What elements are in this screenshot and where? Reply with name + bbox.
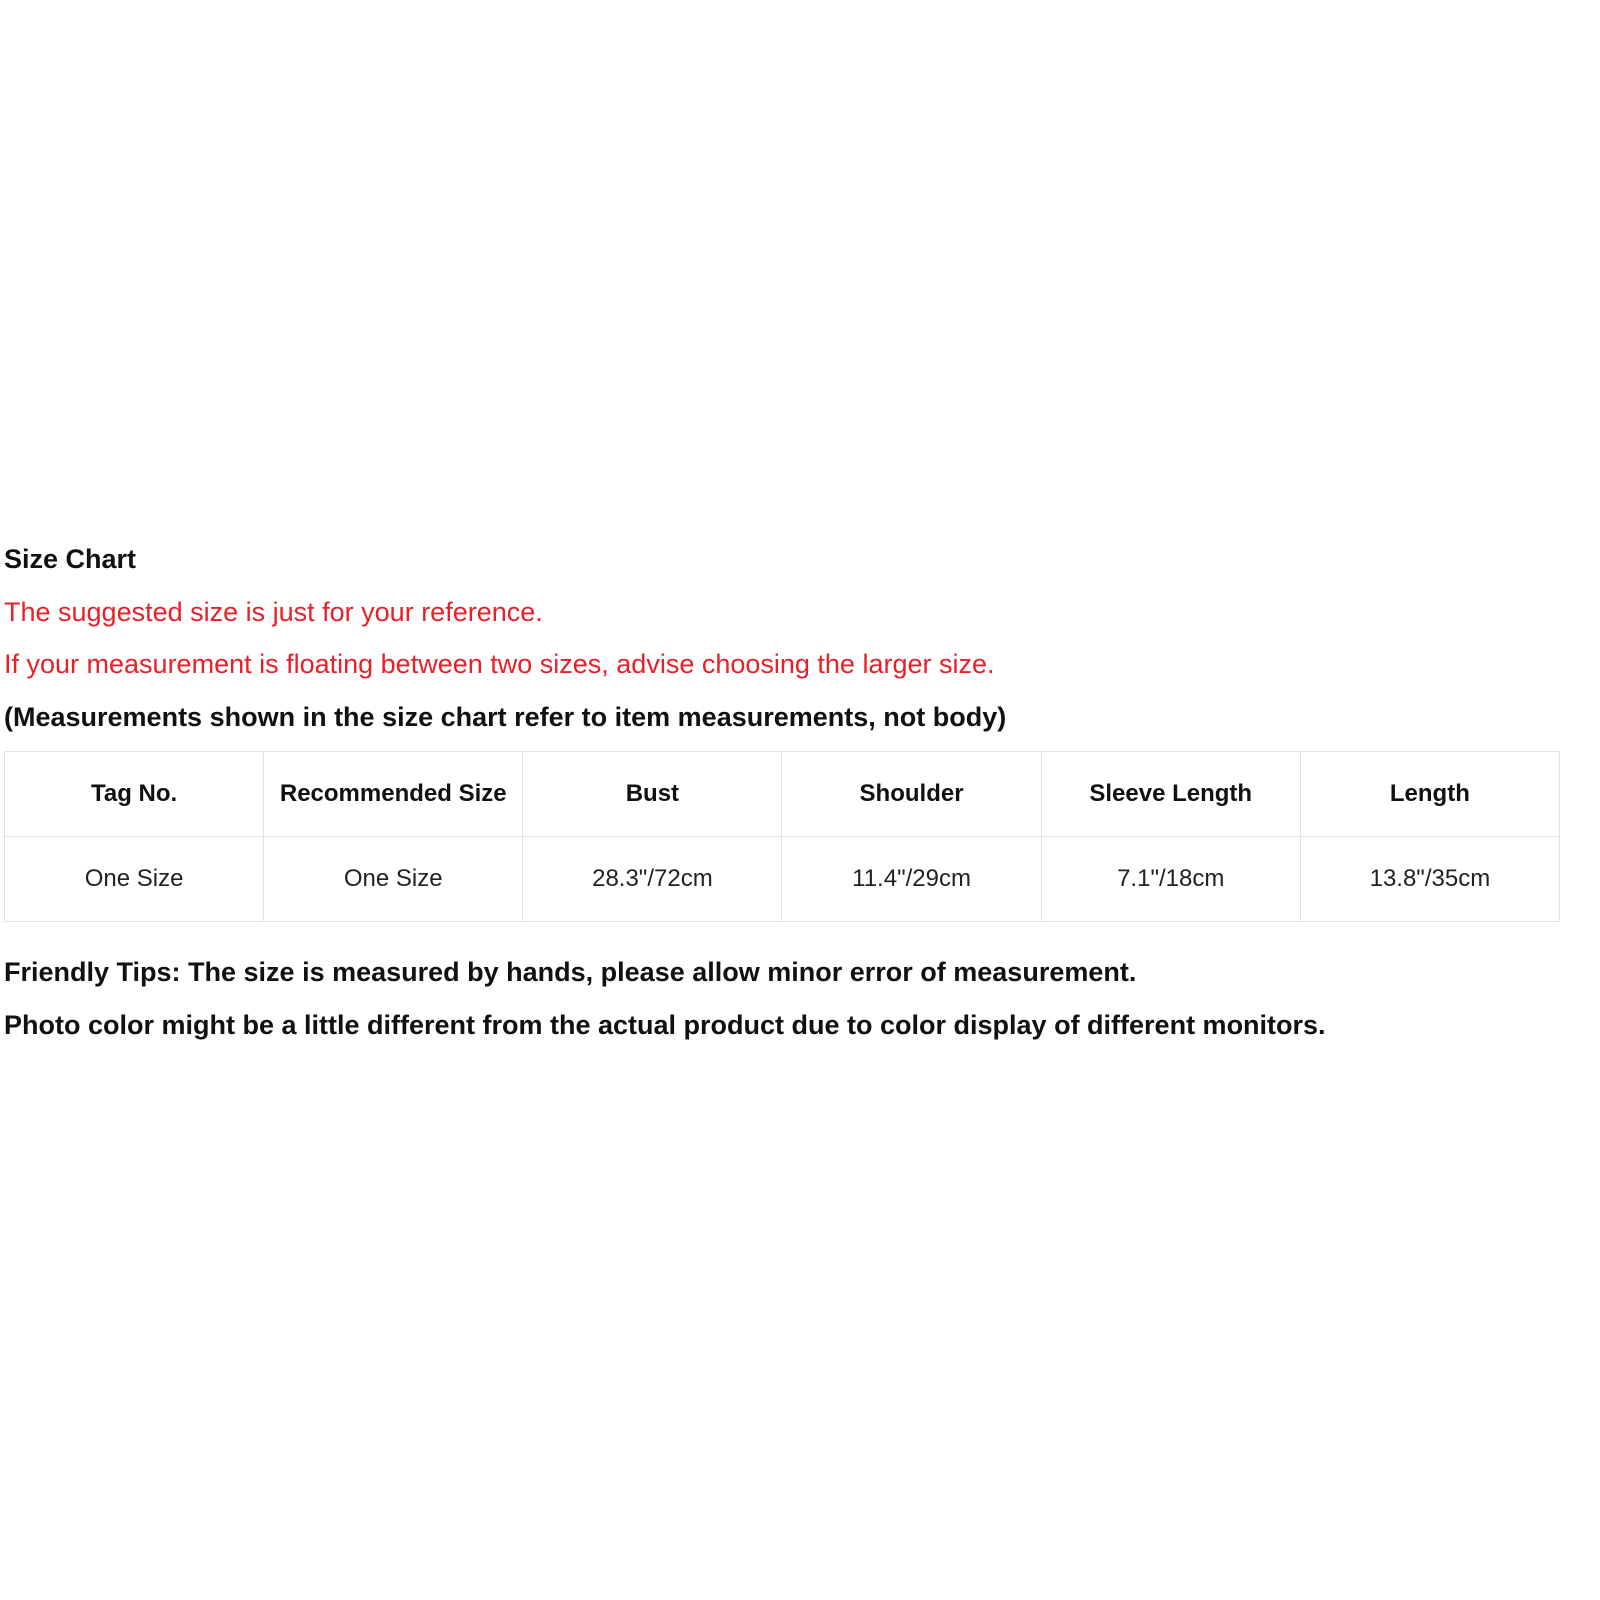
column-header-sleeve-length: Sleeve Length	[1041, 752, 1300, 837]
size-chart-section	[4, 533, 1564, 1051]
column-header-recommended-size: Recommended Size	[264, 752, 523, 837]
cell-tag-no: One Size	[5, 837, 264, 922]
cell-length: 13.8"/35cm	[1300, 837, 1559, 922]
column-header-tag-no: Tag No.	[5, 752, 264, 837]
size-table	[4, 751, 1560, 922]
cell-bust: 28.3"/72cm	[523, 837, 782, 922]
cell-shoulder: 11.4"/29cm	[782, 837, 1041, 922]
table-row	[5, 837, 1560, 922]
column-header-length: Length	[1300, 752, 1559, 837]
measurement-disclaimer: (Measurements shown in the size chart refer to item measurements, not body)	[4, 701, 1007, 732]
cell-recommended-size: One Size	[264, 837, 523, 922]
photo-color-note: Photo color might be a little different from the actual product due to color display of different monitors.	[4, 1009, 1326, 1040]
table-header-row	[5, 752, 1560, 837]
cell-sleeve-length: 7.1"/18cm	[1041, 837, 1300, 922]
reference-note: The suggested size is just for your reference.	[4, 596, 543, 627]
page-title: Size Chart	[4, 544, 137, 574]
friendly-tips: Friendly Tips: The size is measured by hands, please allow minor error of measurement.	[4, 957, 1137, 987]
column-header-bust: Bust	[523, 752, 782, 837]
sizing-advice-note: If your measurement is floating between two sizes, advise choosing the larger size.	[4, 649, 995, 679]
column-header-shoulder: Shoulder	[782, 752, 1041, 837]
